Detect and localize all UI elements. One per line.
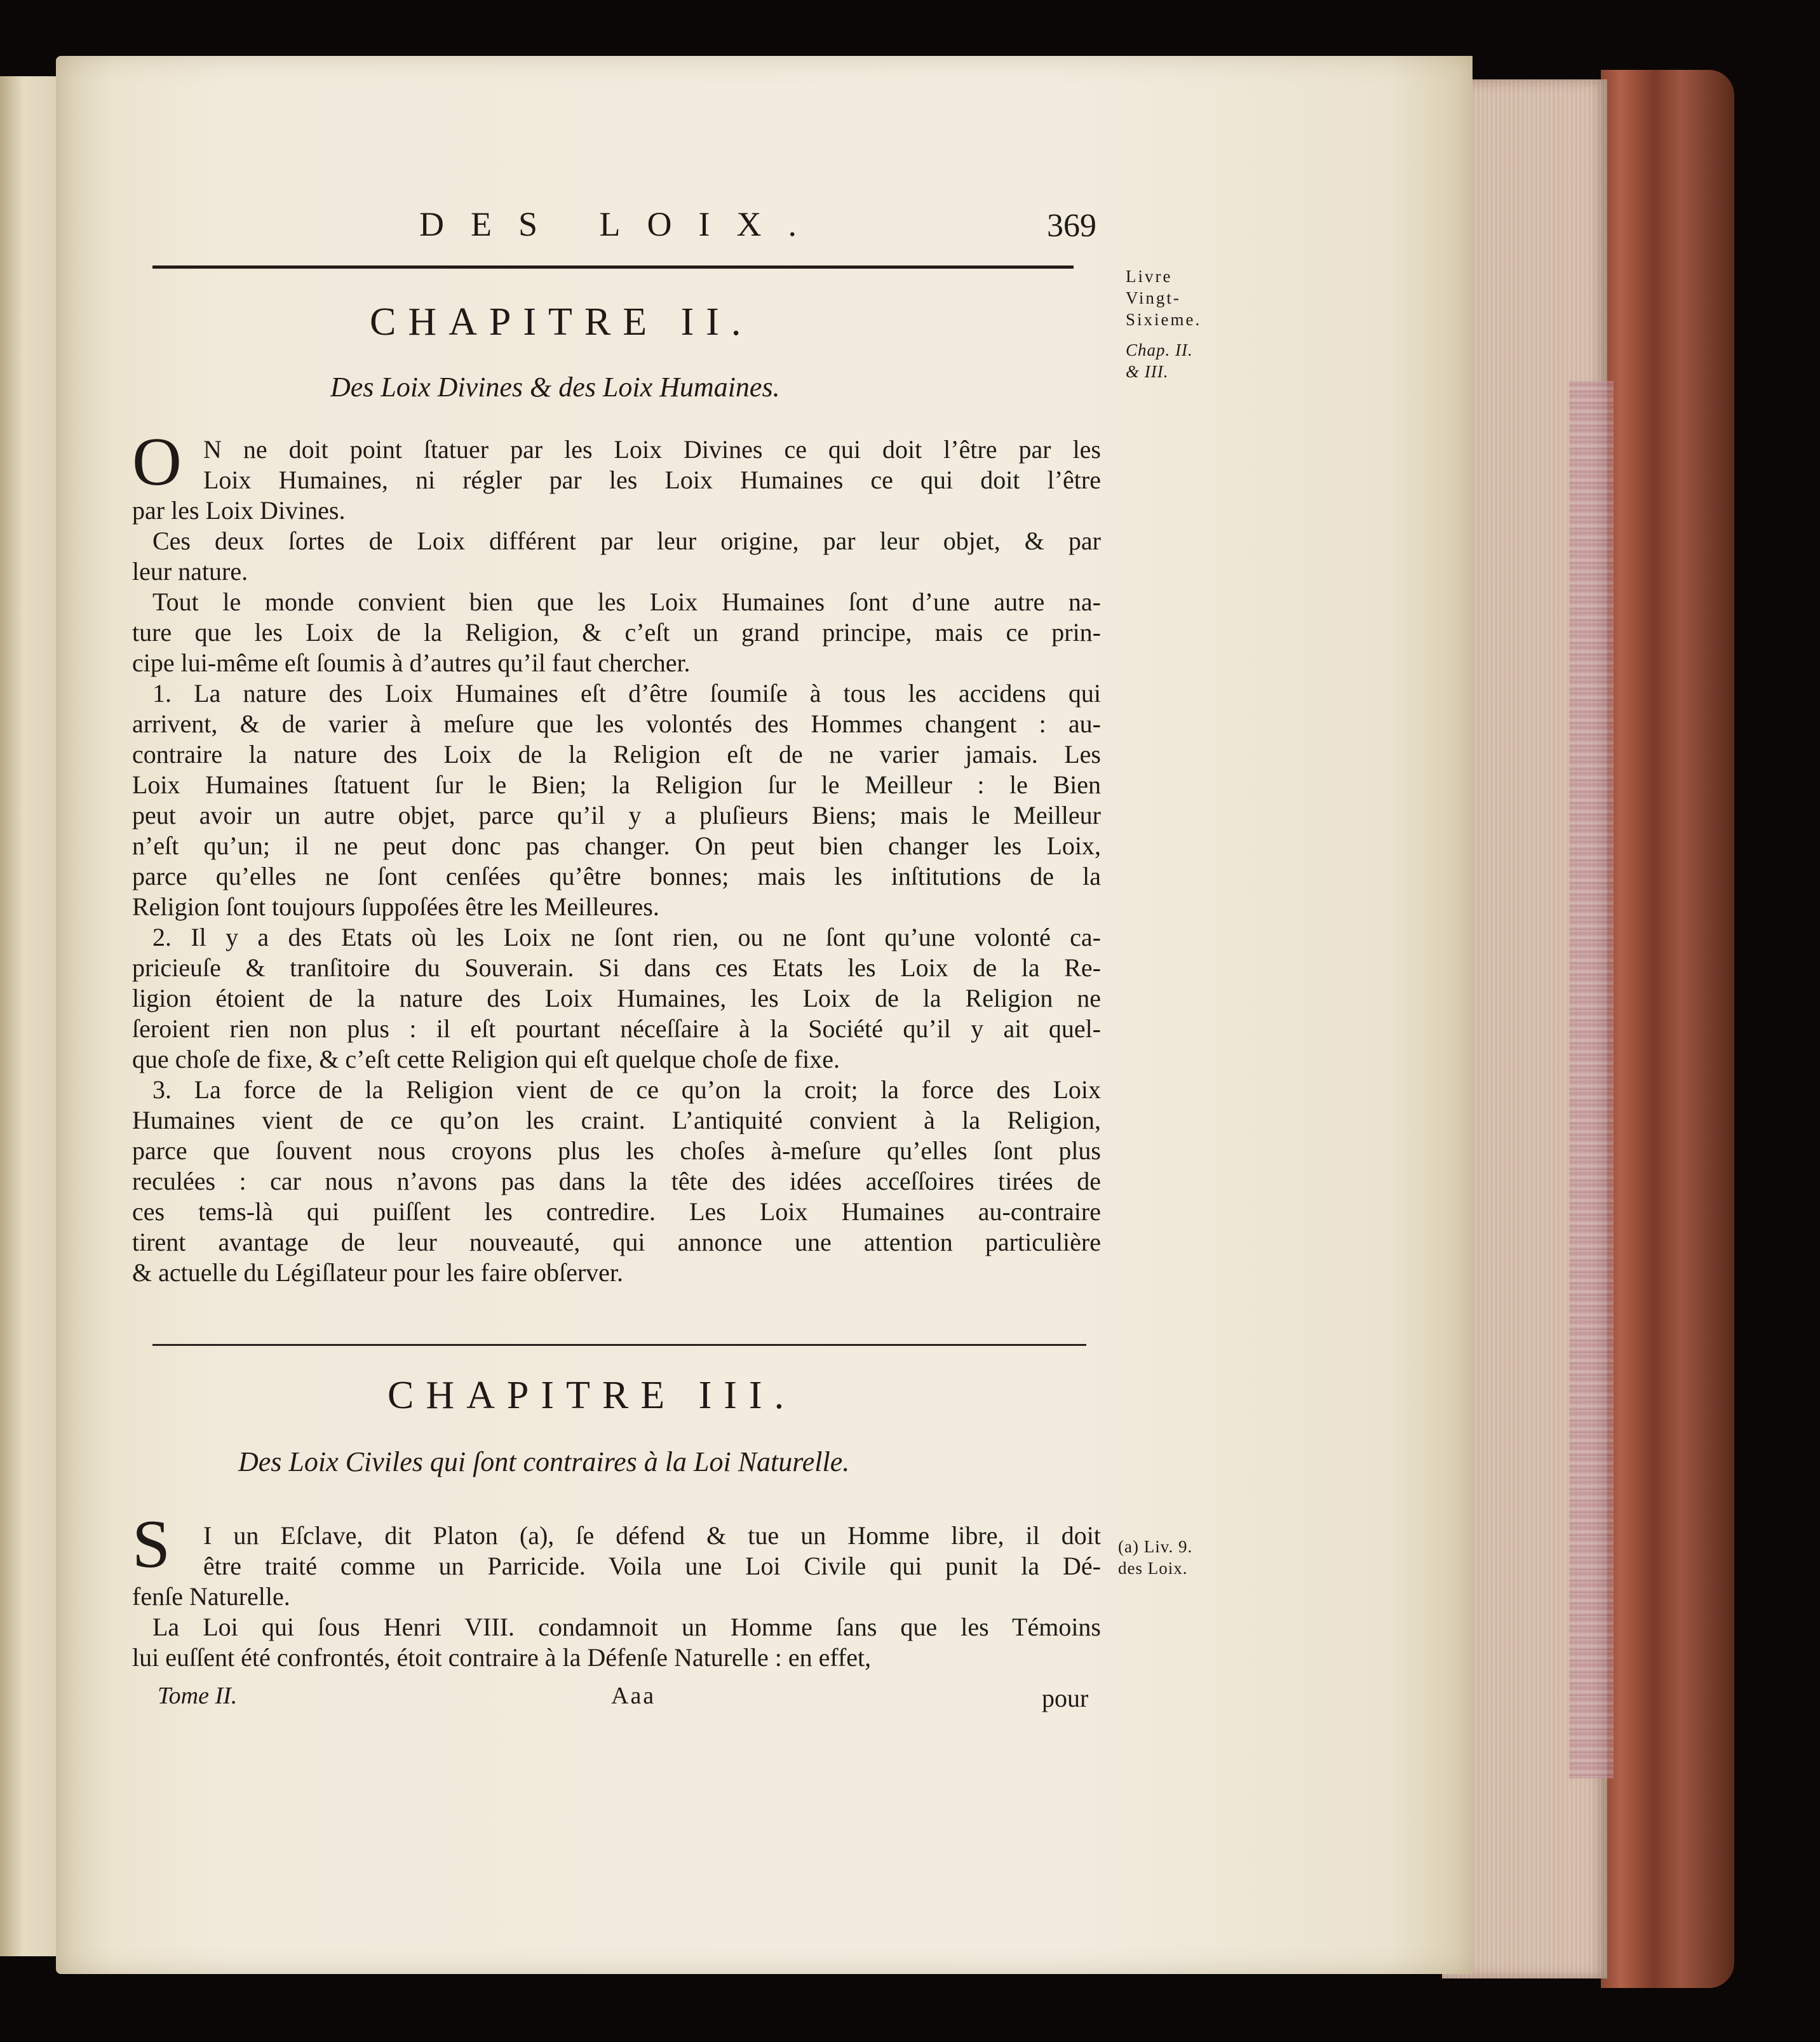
text-line: Ces deux ſortes de Loix différent par leur origine, par leur objet, & par bbox=[152, 527, 1101, 555]
footer-catchword: pour bbox=[1042, 1684, 1089, 1712]
chapter-body bbox=[132, 1521, 1101, 1673]
text-line: 3. La force de la Religion vient de ce qu’on la croit; la force des Loix bbox=[152, 1075, 1101, 1104]
text-line: tirent avantage de leur nouveauté, qui annonce une attention particulière bbox=[132, 1228, 1101, 1256]
page-number: 369 bbox=[1047, 208, 1096, 244]
text-line: contraire la nature des Loix de la Religion eſt de ne varier jamais. Les bbox=[132, 740, 1101, 769]
drop-capital: O bbox=[132, 424, 182, 500]
text-line: 1. La nature des Loix Humaines eſt d’être ſoumiſe à tous les accidens qui bbox=[152, 679, 1101, 708]
footer-volume: Tome II. bbox=[158, 1683, 238, 1709]
chapter-subtitle: Des Loix Civiles qui ſont contraires à la Loi Naturelle. bbox=[238, 1446, 850, 1477]
text-line: ture que les Loix de la Religion, & c’eſt un grand principe, mais ce prin- bbox=[132, 618, 1101, 647]
header-rule bbox=[152, 265, 1074, 269]
margin-line: Vingt- bbox=[1126, 288, 1181, 307]
text-line: parce que ſouvent nous croyons plus les choſes à-meſure qu’elles ſont plus bbox=[132, 1136, 1101, 1165]
text-line: leur nature. bbox=[132, 557, 248, 586]
text-line: n’eſt qu’un; il ne peut donc pas changer. On peut bien changer les Loix, bbox=[132, 831, 1101, 860]
margin-line: (a) Liv. 9. bbox=[1118, 1537, 1193, 1556]
text-line: lui euſſent été confrontés, étoit contraire à la Défenſe Naturelle : en effet, bbox=[132, 1643, 872, 1672]
text-line: Loix Humaines, ni régler par les Loix Humaines ce qui doit l’être bbox=[203, 466, 1101, 494]
margin-line: & III. bbox=[1126, 362, 1169, 381]
text-line: N ne doit point ſtatuer par les Loix Divines ce qui doit l’être par les bbox=[203, 435, 1101, 464]
marbled-endpaper bbox=[1569, 381, 1614, 1778]
chapter-title: CHAPITRE II. bbox=[370, 300, 753, 344]
text-line: peut avoir un autre objet, parce qu’il y a pluſieurs Biens; mais le Meilleur bbox=[132, 801, 1101, 830]
text-line: fenſe Naturelle. bbox=[132, 1582, 290, 1611]
footer-signature: Aaa bbox=[611, 1683, 656, 1709]
text-line: parce qu’elles ne ſont cenſées qu’être bonnes; mais les inſtitutions de la bbox=[132, 862, 1101, 890]
text-line: I un Eſclave, dit Platon (a), ſe défend & tue un Homme libre, il doit bbox=[203, 1521, 1101, 1550]
margin-line: Livre bbox=[1126, 267, 1173, 286]
text-line: cipe lui-même eſt ſoumis à d’autres qu’il faut chercher. bbox=[132, 648, 691, 677]
drop-capital: S bbox=[132, 1507, 171, 1582]
margin-line: des Loix. bbox=[1118, 1559, 1188, 1578]
text-line: arrivent, & de varier à meſure que les volontés des Hommes changent : au- bbox=[132, 709, 1101, 738]
text-line: Religion ſont toujours ſuppoſées être les Meilleures. bbox=[132, 892, 659, 921]
chapter-body bbox=[132, 424, 1101, 1288]
chapter-subtitle: Des Loix Divines & des Loix Humaines. bbox=[330, 372, 780, 403]
left-page-edge bbox=[0, 76, 58, 1956]
book-cover bbox=[1601, 70, 1734, 1988]
margin-line: Chap. II. bbox=[1126, 340, 1193, 359]
text-line: être traité comme un Parricide. Voila une Loi Civile qui punit la Dé- bbox=[203, 1552, 1101, 1580]
margin-line: Sixieme. bbox=[1126, 310, 1202, 329]
text-line: ſeroient rien non plus : il eſt pourtant néceſſaire à la Société qu’il y ait quel- bbox=[132, 1014, 1101, 1043]
text-line: & actuelle du Légiſlateur pour les faire obſerver. bbox=[132, 1258, 624, 1287]
text-line: Loix Humaines ſtatuent ſur le Bien; la Religion ſur le Meilleur : le Bien bbox=[132, 770, 1101, 799]
text-line: que choſe de fixe, & c’eſt cette Religion qui eſt quelque choſe de fixe. bbox=[132, 1045, 840, 1073]
margin-footnote bbox=[1118, 1536, 1192, 1579]
text-line: par les Loix Divines. bbox=[132, 496, 346, 525]
text-line: ces tems-là qui puiſſent les contredire. Les Loix Humaines au-contraire bbox=[132, 1197, 1101, 1226]
text-line: La Loi qui ſous Henri VIII. condamnoit un Homme ſans que les Témoins bbox=[152, 1613, 1101, 1641]
running-header: DES LOIX. bbox=[419, 205, 823, 243]
chapter-title: CHAPITRE III. bbox=[388, 1374, 797, 1417]
text-line: 2. Il y a des Etats où les Loix ne ſont rien, ou ne ſont qu’une volonté ca- bbox=[152, 923, 1101, 951]
text-line: pricieuſe & tranſitoire du Souverain. Si dans ces Etats les Loix de la Re- bbox=[132, 953, 1101, 982]
text-line: Humaines vient de ce qu’on les craint. L’antiquité convient à la Religion, bbox=[132, 1106, 1101, 1134]
section-rule bbox=[152, 1344, 1086, 1346]
margin-note-book bbox=[1126, 265, 1201, 382]
text-line: reculées : car nous n’avons pas dans la tête des idées acceſſoires tirées de bbox=[132, 1167, 1101, 1195]
text-line: ligion étoient de la nature des Loix Humaines, les Loix de la Religion ne bbox=[132, 984, 1101, 1012]
text-line: Tout le monde convient bien que les Loix Humaines ſont d’une autre na- bbox=[152, 588, 1101, 616]
